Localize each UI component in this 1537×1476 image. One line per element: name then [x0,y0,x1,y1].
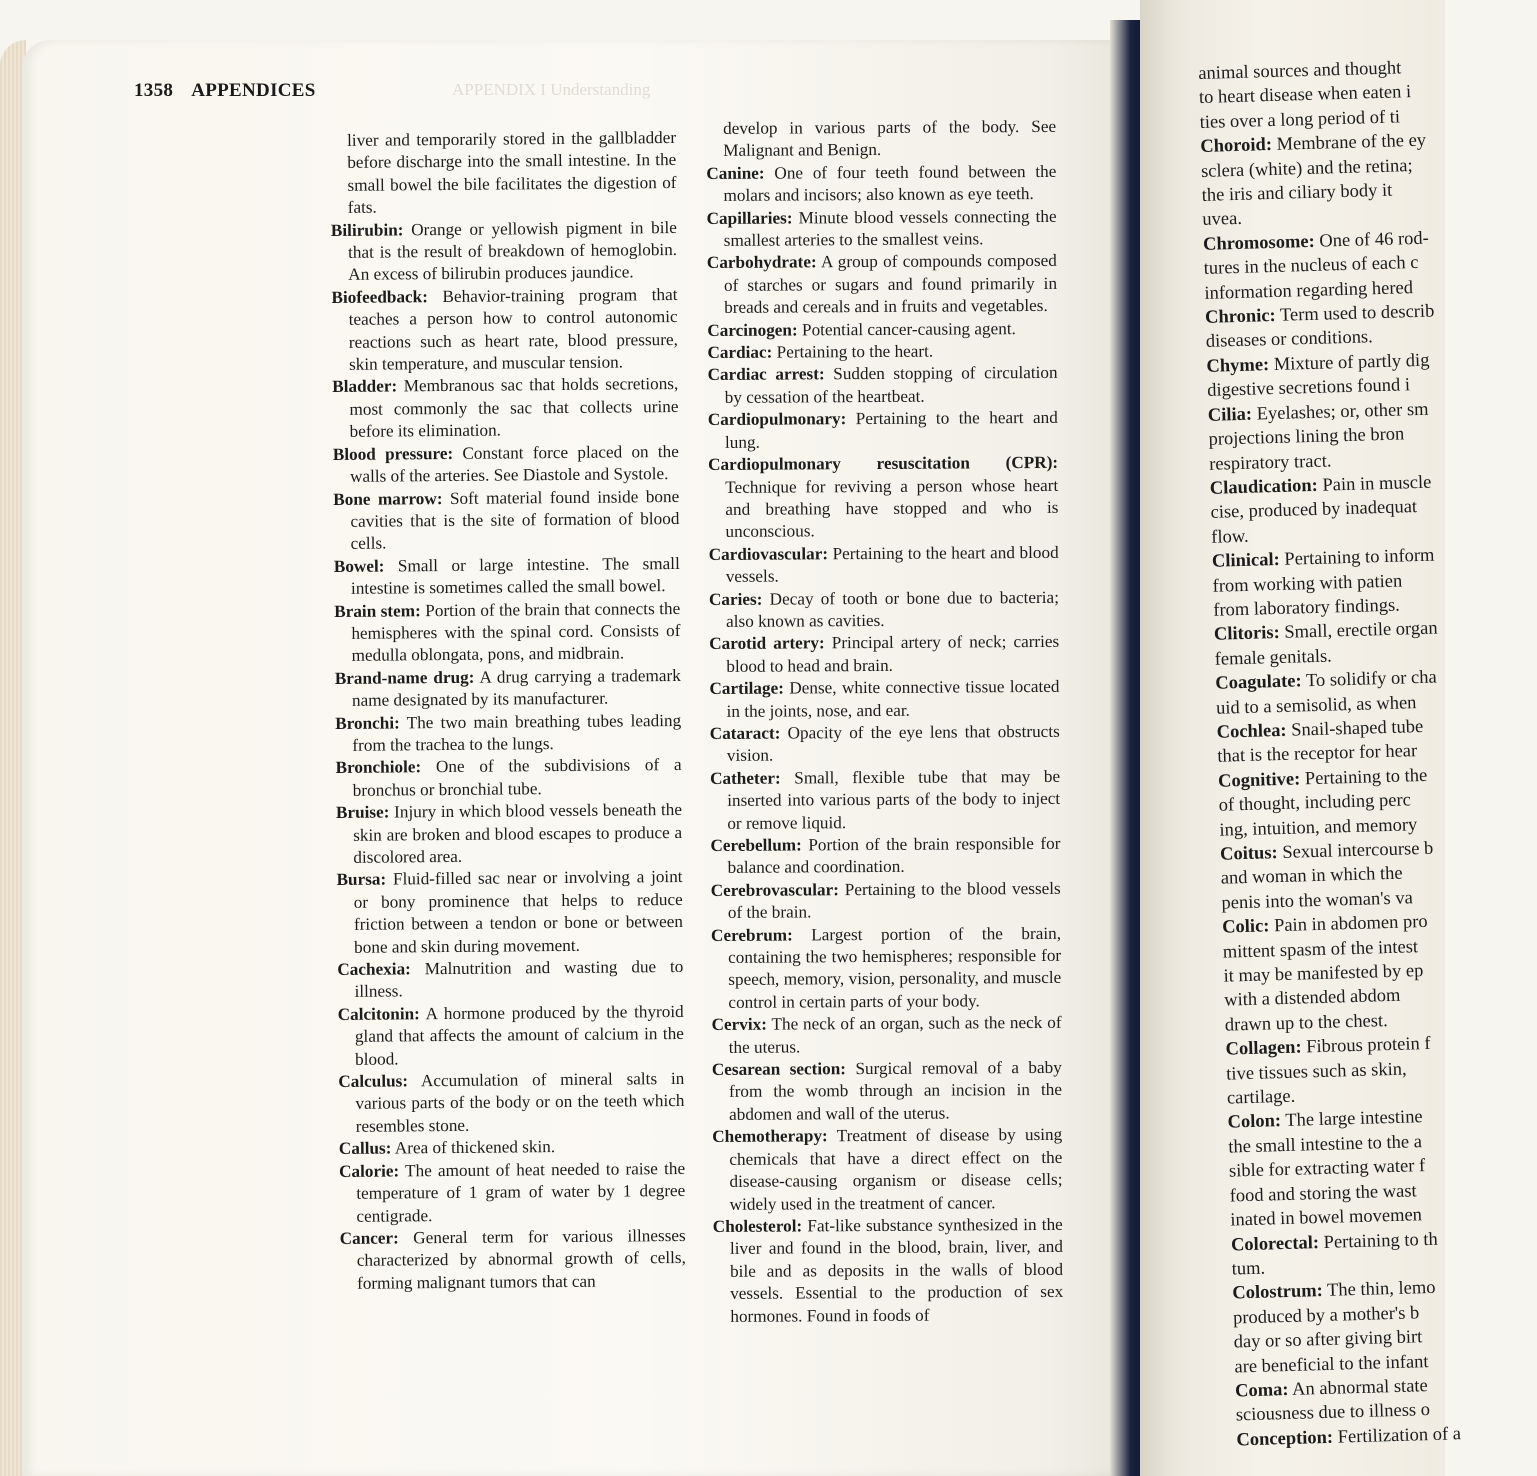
glossary-definition: food and storing the wast [1229,1181,1417,1207]
glossary-definition: Mixture of partly dig [1273,350,1430,375]
glossary-definition: The amount of heat needed to raise the temperature of 1 gram of water by 1 degree centigrade. [356,1158,686,1226]
glossary-definition: Soft material found inside bone cavities that is the site of formation of blood cells. [350,486,680,554]
glossary-entry [711,1012,1061,1059]
glossary-column-3 [1198,54,1537,1453]
glossary-term: Cachexia: [337,959,411,979]
glossary-entry [706,116,1056,163]
glossary-definition: the iris and ciliary body it [1201,180,1393,206]
glossary-term: Cardiopulmonary: [707,409,847,430]
glossary-entry [339,1158,686,1228]
glossary-definition: Behavior-training program that teaches a person how to control autonomic reactions such as heart rate, blood pressure, skin temperature, and muscular tension. [348,284,678,374]
glossary-entry [707,340,1057,365]
glossary-definition: produced by a mother's b [1232,1303,1420,1329]
glossary-definition: One of the subdivisions of a bronchus or bronchial tube. [352,755,682,800]
glossary-term: Carotid artery: [709,633,825,654]
glossary-term: Cardiac arrest: [707,364,825,385]
glossary-definition: Potential cancer-causing agent. [801,318,1016,340]
glossary-term: Cataract: [709,723,781,743]
glossary-term: Cognitive: [1217,769,1301,792]
glossary-term: Blood pressure: [332,443,454,464]
glossary-entry [336,799,683,869]
glossary-term: Brain stem: [334,600,421,621]
glossary-entry [339,1135,685,1160]
glossary-definition: Membranous sac that holds secretions, most commonly the sac that collects urine before its elimination. [349,374,679,442]
glossary-definition: information regarding hered [1204,277,1414,304]
glossary-entry [707,250,1057,319]
glossary-term: Cardiopulmonary resuscitation (CPR): [708,452,1059,475]
glossary-definition: The thin, lemo [1326,1278,1436,1302]
glossary-entry [334,597,681,667]
glossary-term: Cerebrovascular: [710,880,840,900]
glossary-term: Clinical: [1211,550,1281,572]
glossary-term: Collagen: [1225,1037,1302,1060]
glossary-entry [332,373,679,443]
glossary-entry [707,205,1057,252]
glossary-definition: Injury in which blood vessels beneath the skin are broken and blood escapes to produce a discolored area. [353,800,683,867]
glossary-term: Cesarean section: [711,1059,847,1080]
glossary-term: Carcinogen: [707,320,798,340]
glossary-definition: digestive secretions found i [1206,375,1411,402]
glossary-definition: sciousness due to illness o [1235,1400,1431,1426]
glossary-definition: Pertaining to the heart. [776,341,934,362]
glossary-definition: tum. [1231,1258,1266,1280]
glossary-definition: ing, intuition, and memory [1219,814,1418,841]
glossary-definition: Decay of tooth or bone due to bacteria; also known as cavities. [726,587,1059,631]
glossary-definition: Snail-shaped tube [1290,716,1424,741]
glossary-term: Clitoris: [1213,623,1281,646]
glossary-term: Coagulate: [1215,671,1302,694]
glossary-entry [712,1057,1062,1126]
glossary-definition: Pain in abdomen pro [1273,912,1428,937]
glossary-definition: The two main breathing tubes leading from the trachea to the lungs. [352,710,682,755]
glossary-entry [707,318,1057,343]
glossary-definition: Term used to describ [1279,301,1435,326]
glossary-definition: One of four teeth found between the molars and incisors; also known as eye teeth. [723,161,1057,206]
glossary-definition: day or so after giving birt [1233,1327,1423,1353]
glossary-term: Cardiovascular: [708,543,829,564]
glossary-entry [335,754,681,802]
glossary-definition: Area of thickened skin. [394,1137,556,1158]
glossary-term: Callus: [338,1138,392,1159]
glossary-column-1 [330,127,686,1295]
glossary-definition: liver and temporarily stored in the gallbladder before discharge into the small intestine. In the small bowel the bile facilitates the digestion of fats. [347,127,677,218]
glossary-definition: uvea. [1202,209,1243,231]
glossary-definition: uid to a semisolid, as when [1215,692,1417,719]
glossary-definition: Fluid-filled sac near or involving a joint or bony prominence that helps to reduce friction between a tendon or bone or between bone and skin during movement. [353,867,684,957]
glossary-definition: Small, flexible tube that may be inserted into various parts of the body to inject or remove liquid. [727,766,1061,833]
glossary-definition: The large intestine [1285,1107,1423,1132]
glossary-definition: to heart disease when eaten i [1198,82,1412,109]
glossary-term: Bladder: [332,376,398,397]
glossary-definition: sible for extracting water f [1228,1156,1426,1182]
glossary-definition: of thought, including perc [1218,790,1412,816]
glossary-term: Cervix: [711,1014,767,1035]
glossary-definition: Pertaining to the blood vessels of the brain. [727,878,1061,923]
glossary-definition: Pertaining to th [1323,1229,1438,1253]
page-number: 1358 [134,80,174,101]
glossary-entry [330,127,677,220]
glossary-entry [333,485,680,555]
glossary-term: Colorectal: [1230,1232,1320,1256]
glossary-entry [711,878,1061,925]
glossary-definition: Principal artery of neck; carries blood to head and brain. [726,632,1060,676]
glossary-term: Bone marrow: [333,488,443,509]
book-gutter [1110,20,1144,1476]
glossary-definition: Pertaining to inform [1284,545,1435,570]
glossary-definition: Treatment of disease by using chemicals that have a direct effect on the disease-causing organism or disease cells; widely used in the treatment of cancer. [729,1125,1063,1214]
glossary-entry [710,721,1060,768]
glossary-term: Caries: [708,589,763,609]
glossary-definition: inated in bowel movemen [1230,1205,1423,1231]
glossary-entry [706,161,1056,208]
glossary-definition: Opacity of the eye lens that obstructs vision. [726,721,1060,766]
glossary-definition: Small or large intestine. The small intestine is sometimes called the small bowel. [350,553,680,598]
glossary-term: Cerebellum: [710,835,802,855]
glossary-term: Brand-name drug: [334,667,475,688]
glossary-term: Cholesterol: [712,1216,803,1236]
glossary-definition: A group of compounds composed of starches or sugars and found primarily in breads and cereals and in fruits and vegetables. [723,251,1058,318]
glossary-definition: sclera (white) and the retina; [1200,155,1413,182]
glossary-definition: flow. [1211,526,1249,548]
glossary-definition: female genitals. [1214,646,1333,670]
glossary-term: Calcitonin: [337,1004,420,1024]
glossary-definition: ties over a long period of ti [1199,107,1401,133]
glossary-term: Bowel: [333,556,385,576]
glossary-definition: Small, erectile organ [1284,618,1438,644]
glossary-entry [709,676,1059,723]
glossary-term: Capillaries: [706,208,793,228]
glossary-definition: respiratory tract. [1208,450,1332,475]
glossary-definition: Minute blood vessels connecting the smallest arteries to the smallest veins. [723,206,1057,250]
glossary-definition: Portion of the brain responsible for balance and coordination. [727,833,1061,878]
glossary-definition: A drug carrying a trademark name designated by its manufacturer. [351,665,681,710]
glossary-entry [331,217,678,287]
glossary-definition: mittent spasm of the intest [1222,936,1419,963]
glossary-entry [710,766,1060,835]
glossary-definition: Pertaining to the heart and blood vessels. [725,542,1059,587]
glossary-definition: with a distended abdom [1223,986,1401,1012]
glossary-term: Cartilage: [709,678,784,699]
glossary-entry [336,866,683,959]
glossary-definition: Eyelashes; or, other sm [1256,399,1429,425]
glossary-definition: Fibrous protein f [1305,1034,1431,1058]
glossary-term: Carbohydrate: [706,252,817,273]
glossary-term: Cochlea: [1216,720,1287,743]
glossary-definition: An abnormal state [1291,1376,1429,1400]
glossary-term: Bruise: [335,802,390,823]
glossary-term: Chemotherapy: [712,1126,828,1147]
glossary-entry [334,553,680,601]
glossary-entry [338,1068,685,1138]
running-head [134,80,316,102]
glossary-entry [338,1001,685,1071]
glossary-definition: To solidify or cha [1305,667,1437,692]
glossary-term: Biofeedback: [331,286,428,307]
glossary-term: Cerebrum: [710,925,793,945]
glossary-entry [340,1225,687,1295]
glossary-definition: Membrane of the ey [1276,130,1427,156]
glossary-definition: diseases or conditions. [1205,327,1374,353]
glossary-entry [713,1214,1064,1328]
glossary-entry [709,631,1059,678]
glossary-definition: One of 46 rod- [1319,228,1430,252]
glossary-definition: tures in the nucleus of each c [1203,253,1419,280]
glossary-term: Cilia: [1207,404,1253,426]
glossary-definition: Surgical removal of a baby from the womb through an incision in the abdomen and wall of the uterus. [728,1057,1063,1124]
glossary-definition: projections lining the bron [1208,424,1405,450]
glossary-definition: Pertaining to the [1304,765,1428,790]
glossary-definition: Portion of the brain that connects the hemispheres with the spinal cord. Consists of medulla oblongata, pons, and midbrain. [351,598,681,666]
glossary-definition: Pertaining to the heart and lung. [724,408,1058,452]
glossary-definition: that is the receptor for hear [1217,741,1418,768]
glossary-term: Cancer: [339,1228,399,1248]
glossary-definition: Technique for reviving a person whose heart and breathing have stopped and who is unconscious. [725,475,1059,542]
show-through-text: APPENDIX I Understanding [452,80,651,99]
glossary-entry [335,665,681,713]
glossary-column-2 [706,116,1063,1328]
glossary-entry [709,542,1059,589]
glossary-definition: cartilage. [1226,1086,1296,1109]
glossary-term: Chromosome: [1202,231,1316,255]
glossary-term: Colostrum: [1232,1281,1324,1304]
glossary-definition: Sudden stopping of circulation by cessation of the heartbeat. [724,363,1058,407]
glossary-term: Calorie: [339,1161,400,1181]
glossary-term: Colic: [1221,916,1270,938]
glossary-term: Bursa: [336,869,387,890]
glossary-entry [709,586,1059,633]
glossary-definition: animal sources and thought [1198,58,1402,84]
glossary-entry [710,833,1060,880]
glossary-term: Choroid: [1200,135,1273,158]
glossary-term: Coitus: [1219,843,1278,865]
glossary-term: Chronic: [1204,305,1276,328]
glossary-definition: General term for various illnesses characterized by abnormal growth of cells, forming malignant tumors that can [356,1225,686,1293]
glossary-entry [331,284,678,377]
glossary-definition: penis into the woman's va [1221,888,1414,914]
glossary-term: Calculus: [338,1071,409,1092]
glossary-term: Bronchi: [335,712,400,733]
glossary-entry [333,441,679,489]
glossary-definition: Largest portion of the brain, containing the two hemispheres; responsible for speech, memory, vision, personality, and muscle control in certain parts of your body. [728,923,1062,1012]
glossary-definition: Malnutrition and wasting due to illness. [354,956,684,1002]
glossary-definition: Accumulation of mineral salts in various parts of the body or on the teeth which resembles stone. [355,1069,685,1136]
glossary-term: Bilirubin: [330,219,404,240]
glossary-definition: The neck of an organ, such as the neck of the uterus. [728,1013,1062,1057]
glossary-definition: Orange or yellowish pigment in bile that is the result of breakdown of hemoglobin. An excess of bilirubin produces jaundice. [347,217,678,285]
glossary-definition: tive tissues such as skin, [1225,1059,1407,1085]
glossary-entry [337,956,683,1004]
glossary-term: Claudication: [1209,475,1319,499]
glossary-term: Catheter: [709,768,781,788]
glossary-definition: Sexual intercourse b [1282,838,1434,863]
glossary-term: Coma: [1234,1379,1289,1402]
glossary-entry [708,452,1059,544]
glossary-entry [712,1124,1063,1216]
glossary-definition: are beneficial to the infant [1234,1351,1429,1378]
glossary-entry [708,362,1058,409]
glossary-definition: Dense, white connective tissue located in the joints, nose, and ear. [726,677,1060,721]
glossary-definition: drawn up to the chest. [1224,1010,1389,1036]
glossary-term: Cardiac: [707,342,773,363]
glossary-term: Chyme: [1206,355,1270,377]
glossary-definition: Fertilization of a [1337,1423,1462,1448]
glossary-term: Canine: [706,163,765,183]
glossary-definition: Constant force placed on the walls of the arteries. See Diastole and Systole. [349,441,679,486]
glossary-definition: develop in various parts of the body. See Malignant and Benign. [723,116,1057,161]
glossary-definition: from laboratory findings. [1213,595,1401,621]
glossary-term: Colon: [1227,1111,1282,1134]
glossary-term: Bronchiole: [335,757,422,778]
glossary-definition: cise, produced by inadequat [1210,497,1418,524]
glossary-definition: from working with patien [1212,571,1403,597]
glossary-definition: the small intestine to the a [1228,1132,1423,1158]
glossary-entry [708,407,1058,454]
glossary-definition: it may be manifested by ep [1223,961,1424,987]
glossary-term: Conception: [1236,1427,1334,1451]
glossary-definition: and woman in which the [1220,864,1403,890]
glossary-definition: A hormone produced by the thyroid gland that affects the amount of calcium in the blood. [354,1001,684,1069]
glossary-entry [711,922,1062,1014]
glossary-definition: Pain in muscle [1322,472,1432,496]
glossary-entry [335,710,681,758]
section-title: APPENDICES [191,80,316,101]
glossary-definition: Fat-like substance synthesized in the liver and found in the blood, brain, liver, and bile and as deposits in the walls of blood vessels. Essential to the production of sex hormones. Found in foods of [729,1214,1064,1326]
